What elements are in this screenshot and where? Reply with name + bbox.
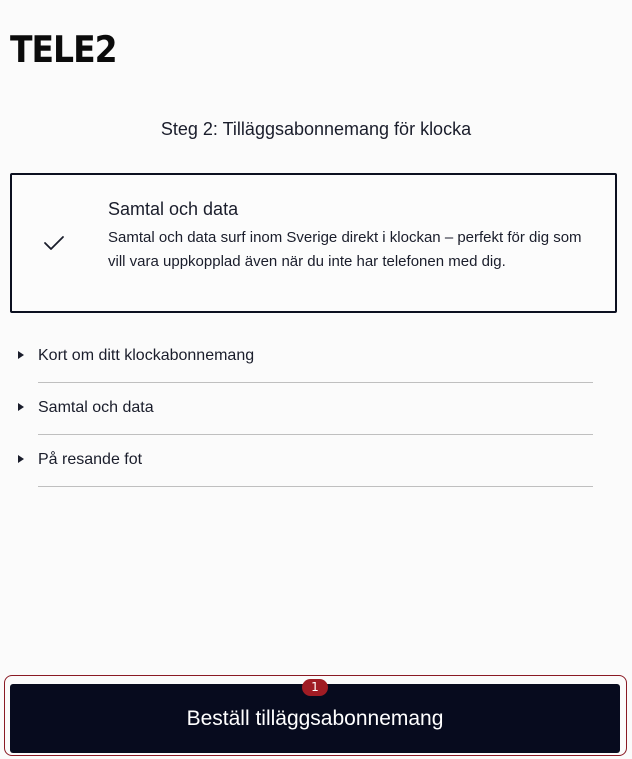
page-title: Steg 2: Tilläggsabonnemang för klocka bbox=[160, 119, 472, 139]
accordion-item-label: På resande fot bbox=[38, 451, 143, 468]
plan-name: Samtal och data bbox=[108, 199, 239, 219]
accordion-item-travel[interactable] bbox=[0, 435, 632, 487]
plan-option-card[interactable] bbox=[10, 173, 617, 313]
checkmark-icon bbox=[42, 231, 66, 255]
caret-right-icon bbox=[18, 455, 24, 463]
caret-right-icon bbox=[18, 351, 24, 359]
accordion-item-calls-data[interactable] bbox=[0, 383, 632, 435]
order-addon-button[interactable]: Beställ tilläggsabonnemang bbox=[10, 684, 620, 753]
plan-description: Samtal och data surf inom Sverige direkt i klockan – perfekt för dig som vill vara uppkopplad även när du inte har telefonen med dig. bbox=[108, 229, 582, 270]
accordion-item-label: Kort om ditt klockabonnemang bbox=[38, 347, 255, 364]
annotation-badge: 1 bbox=[302, 679, 328, 696]
tele2-logo bbox=[10, 28, 117, 70]
caret-right-icon bbox=[18, 403, 24, 411]
logo-text: TELE2 bbox=[10, 27, 117, 71]
accordion-item-label: Samtal och data bbox=[38, 399, 154, 416]
accordion-item-short-about[interactable] bbox=[0, 331, 632, 383]
divider bbox=[38, 486, 593, 487]
info-accordion bbox=[0, 331, 632, 487]
